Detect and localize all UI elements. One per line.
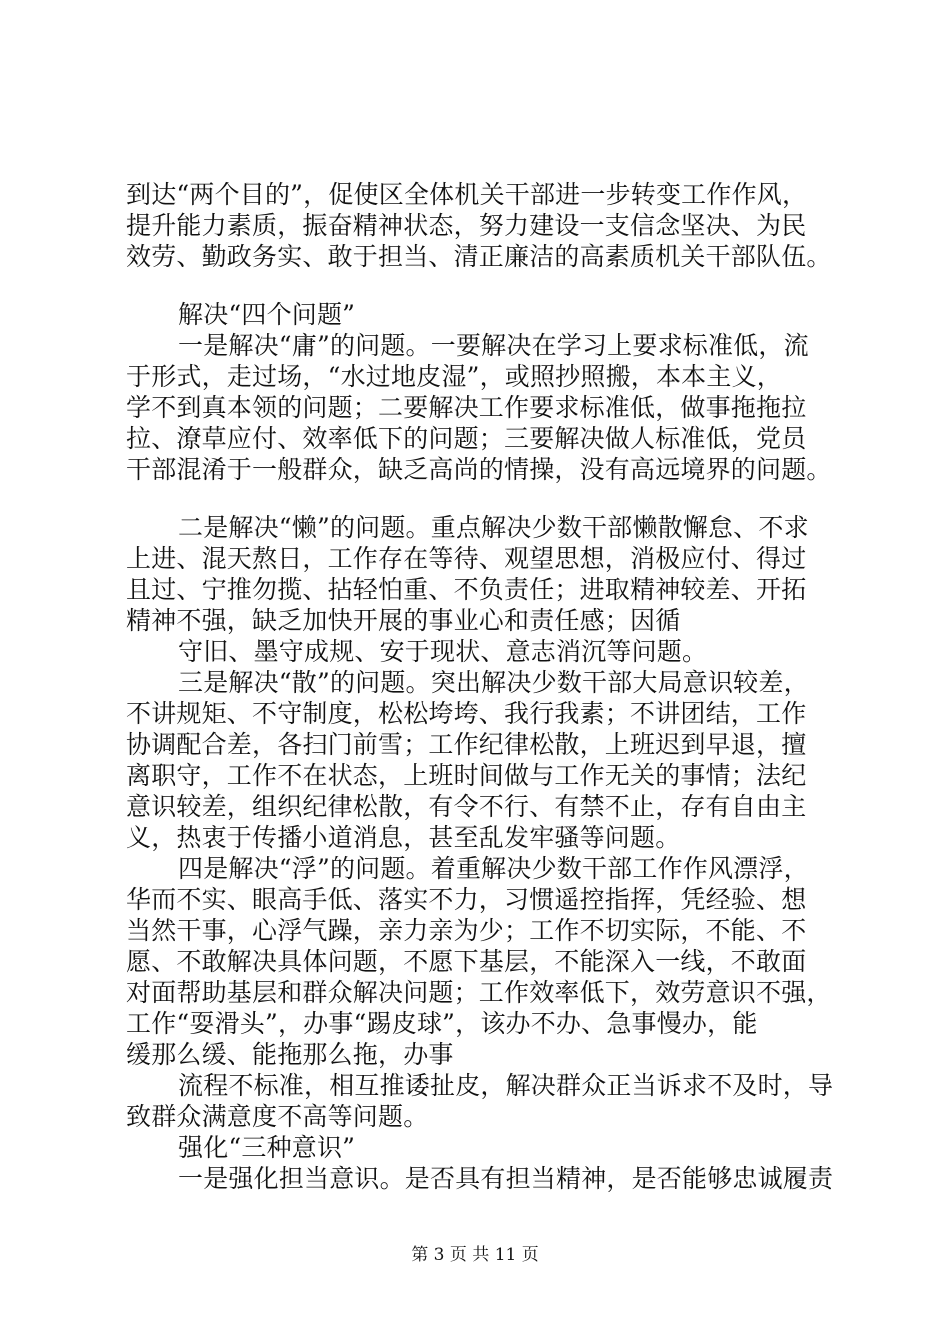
text-line: 离职守，工作不在状态，上班时间做与工作无关的事情；法纪 xyxy=(126,761,807,790)
text-line: 守旧、墨守成规、安于现状、意志消沉等问题。 xyxy=(178,637,708,666)
text-line: 意识较差，组织纪律松散，有令不行、有禁不止，存有自由主 xyxy=(126,792,807,821)
text-line: 致群众满意度不高等问题。 xyxy=(126,1102,429,1131)
text-line: 工作“耍滑头”，办事“踢皮球”，该办不办、急事慢办，能 xyxy=(126,1009,758,1038)
text-line: 协调配合差，各扫门前雪；工作纪律松散，上班迟到早退，擅 xyxy=(126,730,807,759)
section-heading: 强化“三种意识” xyxy=(178,1133,356,1162)
text-line: 精神不强，缺乏加快开展的事业心和责任感；因循 xyxy=(126,606,681,635)
text-line: 缓那么缓、能拖那么拖，办事 xyxy=(126,1040,454,1069)
text-line: 对面帮助基层和群众解决问题；工作效率低下，效劳意识不强， xyxy=(126,978,832,1007)
text-line: 学不到真本领的问题；二要解决工作要求标准低，做事拖拖拉 xyxy=(126,393,807,422)
text-line: 一是强化担当意识。是否具有担当精神，是否能够忠诚履责 xyxy=(178,1164,834,1193)
text-line: 到达“两个目的”，促使区全体机关干部进一步转变工作作风， xyxy=(126,180,808,209)
text-line: 不讲规矩、不守制度，松松垮垮、我行我素；不讲团结，工作 xyxy=(126,699,807,728)
text-line: 于形式，走过场，“水过地皮湿”，或照抄照搬，本本主义， xyxy=(126,362,782,391)
text-line: 流程不标准，相互推诿扯皮，解决群众正当诉求不及时，导 xyxy=(178,1071,834,1100)
text-line: 上进、混天熬日，工作存在等待、观望思想，消极应付、得过 xyxy=(126,544,807,573)
text-line: 且过、宁推勿揽、拈轻怕重、不负责任；进取精神较差、开拓 xyxy=(126,575,807,604)
text-line: 义，热衷于传播小道消息，甚至乱发牢骚等问题。 xyxy=(126,823,681,852)
text-line: 四是解决“浮”的问题。着重解决少数干部工作作风漂浮， xyxy=(178,854,809,883)
text-line: 一是解决“庸”的问题。一要解决在学习上要求标准低，流 xyxy=(178,331,809,360)
section-heading: 解决“四个问题” xyxy=(178,300,356,329)
text-line: 当然干事，心浮气躁，亲力亲为少；工作不切实际，不能、不 xyxy=(126,916,807,945)
text-line: 效劳、勤政务实、敢于担当、清正廉洁的高素质机关干部队伍。 xyxy=(126,242,832,271)
text-line: 三是解决“散”的问题。突出解决少数干部大局意识较差， xyxy=(178,668,809,697)
text-line: 二是解决“懒”的问题。重点解决少数干部懒散懈怠、不求 xyxy=(178,513,809,542)
text-line: 华而不实、眼高手低、落实不力，习惯遥控指挥，凭经验、想 xyxy=(126,885,807,914)
text-line: 拉、潦草应付、效率低下的问题；三要解决做人标准低，党员 xyxy=(126,424,807,453)
text-line: 提升能力素质，振奋精神状态，努力建设一支信念坚决、为民 xyxy=(126,211,807,240)
page-number-footer: 第 3 页 共 11 页 xyxy=(411,1245,539,1265)
text-line: 愿、不敢解决具体问题，不愿下基层，不能深入一线，不敢面 xyxy=(126,947,807,976)
text-line: 干部混淆于一般群众，缺乏高尚的情操，没有高远境界的问题。 xyxy=(126,455,832,484)
